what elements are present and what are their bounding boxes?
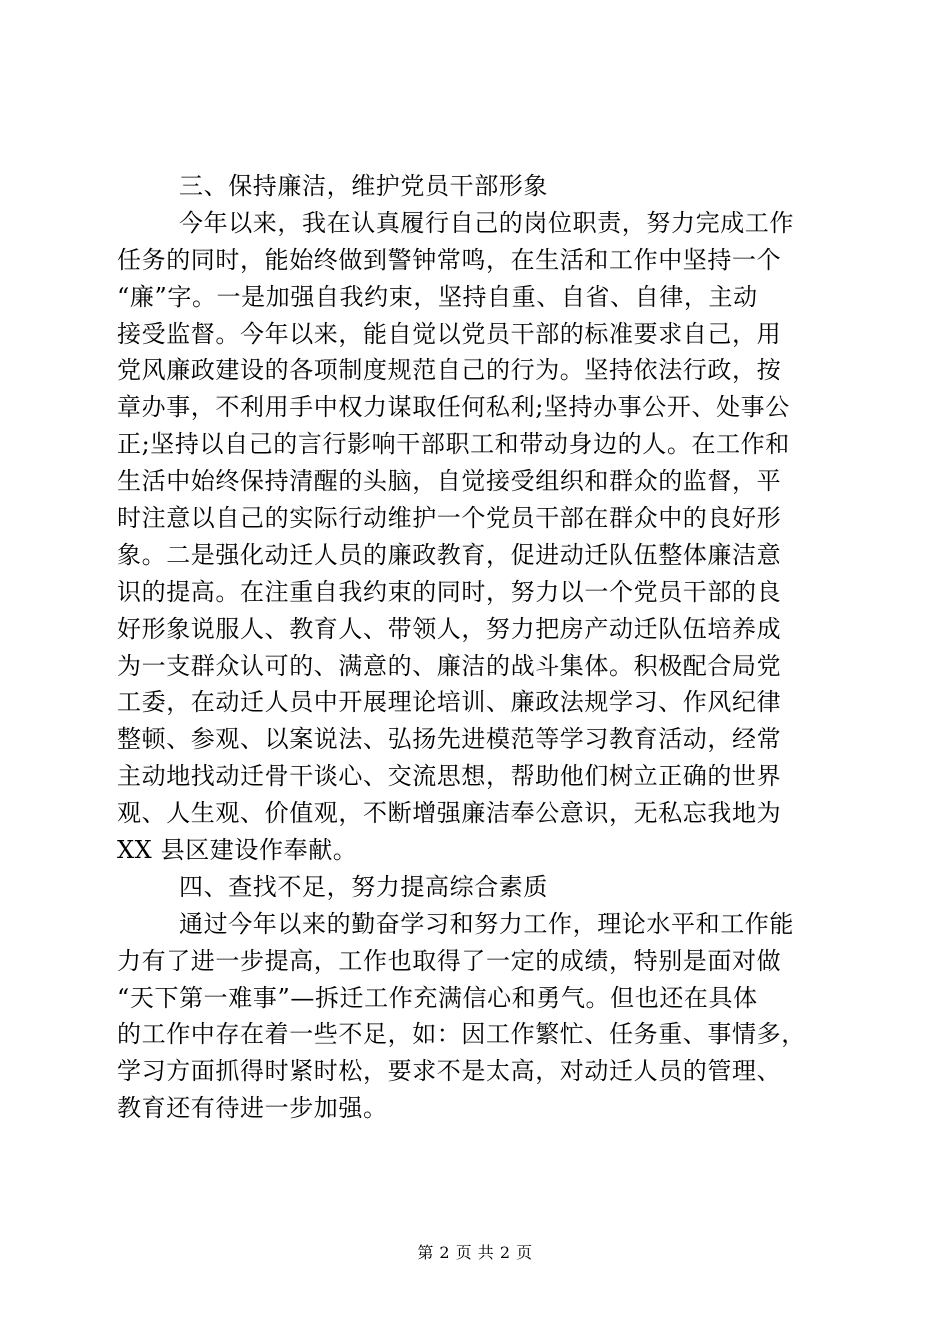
document-body <box>117 168 847 1127</box>
text-line: 象。二是强化动迁人员的廉政教育，促进动迁队伍整体廉洁意 <box>117 540 782 569</box>
text-line: 正;坚持以自己的言行影响干部职工和带动身边的人。在工作和 <box>117 430 790 459</box>
text-line: 识的提高。在注重自我约束的同时，努力以一个党员干部的良 <box>117 577 782 606</box>
text-line: 生活中始终保持清醒的头脑，自觉接受组织和群众的监督，平 <box>117 467 782 496</box>
text-line: 今年以来，我在认真履行自己的岗位职责，努力完成工作 <box>179 208 794 237</box>
text-line: 的工作中存在着一些不足，如：因工作繁忙、任务重、事情多， <box>117 1020 806 1049</box>
text-line: “天下第一难事”—拆迁工作充满信心和勇气。但也还在具体 <box>117 983 758 1012</box>
text-line: 四、查找不足，努力提高综合素质 <box>179 872 548 901</box>
text-line: 党风廉政建设的各项制度规范自己的行为。坚持依法行政，按 <box>117 356 782 385</box>
text-line: 通过今年以来的勤奋学习和努力工作，理论水平和工作能 <box>179 909 794 938</box>
text-line: 教育还有待进一步加强。 <box>117 1094 388 1123</box>
text-line: 接受监督。今年以来，能自觉以党员干部的标准要求自己，用 <box>117 319 782 348</box>
text-line: 整顿、参观、以案说法、弘扬先进模范等学习教育活动，经常 <box>117 725 782 754</box>
text-line: 观、人生观、价值观，不断增强廉洁奉公意识，无私忘我地为 <box>117 799 782 828</box>
text-line: 力有了进一步提高，工作也取得了一定的成绩，特别是面对做 <box>117 946 782 975</box>
text-line: XX 县区建设作奉献。 <box>117 836 358 865</box>
text-line: 主动地找动迁骨干谈心、交流思想，帮助他们树立正确的世界 <box>117 762 782 791</box>
text-line: 好形象说服人、教育人、带领人，努力把房产动迁队伍培养成 <box>117 614 782 643</box>
text-line: 章办事，不利用手中权力谋取任何私利;坚持办事公开、处事公 <box>117 393 790 422</box>
text-line: 三、保持廉洁，维护党员干部形象 <box>179 172 548 200</box>
text-line: 为一支群众认可的、满意的、廉洁的战斗集体。积极配合局党 <box>117 651 782 680</box>
text-line: 学习方面抓得时紧时松，要求不是太高，对动迁人员的管理、 <box>117 1057 782 1086</box>
page-footer: 第 2 页 共 2 页 <box>417 1243 533 1262</box>
text-line: 任务的同时，能始终做到警钟常鸣，在生活和工作中坚持一个 <box>117 245 782 274</box>
text-line: 工委，在动迁人员中开展理论培训、廉政法规学习、作风纪律 <box>117 688 782 717</box>
text-line: “廉”字。一是加强自我约束，坚持自重、自省、自律，主动 <box>117 282 758 311</box>
text-line: 时注意以自己的实际行动维护一个党员干部在群众中的良好形 <box>117 504 782 533</box>
